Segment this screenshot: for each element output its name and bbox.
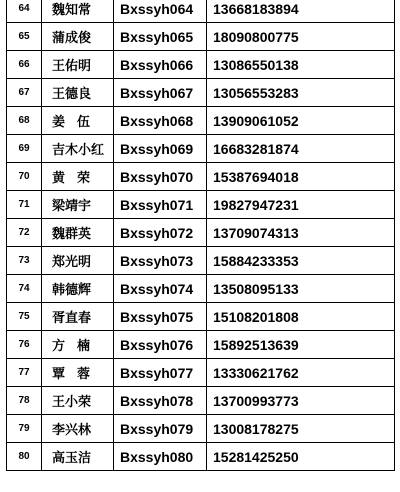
row-number: 71	[7, 191, 42, 219]
phone-number: 13508095133	[207, 275, 395, 303]
phone-number: 15892513639	[207, 331, 395, 359]
person-name: 蒲成俊	[42, 23, 114, 51]
row-number: 78	[7, 387, 42, 415]
row-number: 79	[7, 415, 42, 443]
person-name: 李兴林	[42, 415, 114, 443]
person-name: 韩德辉	[42, 275, 114, 303]
person-name: 胥直春	[42, 303, 114, 331]
person-name: 郑光明	[42, 247, 114, 275]
table-row	[7, 191, 395, 219]
person-name: 吉木小红	[42, 135, 114, 163]
table-row	[7, 331, 395, 359]
table-body	[7, 0, 395, 471]
row-number: 80	[7, 443, 42, 471]
table-row	[7, 163, 395, 191]
phone-number: 13330621762	[207, 359, 395, 387]
person-name: 覃蓉	[42, 359, 114, 387]
phone-number: 19827947231	[207, 191, 395, 219]
row-number: 73	[7, 247, 42, 275]
account-id: Bxssyh066	[114, 51, 207, 79]
row-number: 75	[7, 303, 42, 331]
account-id: Bxssyh065	[114, 23, 207, 51]
person-name: 姜伍	[42, 107, 114, 135]
person-name: 魏知常	[42, 0, 114, 23]
phone-number: 13086550138	[207, 51, 395, 79]
row-number: 72	[7, 219, 42, 247]
person-name: 梁靖宇	[42, 191, 114, 219]
table-row	[7, 219, 395, 247]
phone-number: 15108201808	[207, 303, 395, 331]
row-number: 66	[7, 51, 42, 79]
table-row	[7, 107, 395, 135]
row-number: 64	[7, 0, 42, 23]
row-number: 69	[7, 135, 42, 163]
account-id: Bxssyh075	[114, 303, 207, 331]
table-row	[7, 387, 395, 415]
account-id: Bxssyh076	[114, 331, 207, 359]
table-row	[7, 79, 395, 107]
table-row	[7, 275, 395, 303]
person-name: 方楠	[42, 331, 114, 359]
table-row	[7, 135, 395, 163]
account-table	[6, 0, 395, 471]
person-name: 魏群英	[42, 219, 114, 247]
phone-number: 15884233353	[207, 247, 395, 275]
phone-number: 13008178275	[207, 415, 395, 443]
account-id: Bxssyh080	[114, 443, 207, 471]
row-number: 76	[7, 331, 42, 359]
table-row	[7, 51, 395, 79]
row-number: 77	[7, 359, 42, 387]
phone-number: 13668183894	[207, 0, 395, 23]
row-number: 74	[7, 275, 42, 303]
phone-number: 15387694018	[207, 163, 395, 191]
person-name: 王德良	[42, 79, 114, 107]
account-id: Bxssyh069	[114, 135, 207, 163]
table-row	[7, 247, 395, 275]
account-id: Bxssyh072	[114, 219, 207, 247]
account-id: Bxssyh067	[114, 79, 207, 107]
account-id: Bxssyh077	[114, 359, 207, 387]
row-number: 67	[7, 79, 42, 107]
person-name: 黄荣	[42, 163, 114, 191]
account-id: Bxssyh078	[114, 387, 207, 415]
person-name: 王佑明	[42, 51, 114, 79]
account-id: Bxssyh064	[114, 0, 207, 23]
table-row	[7, 0, 395, 23]
phone-number: 13056553283	[207, 79, 395, 107]
phone-number: 18090800775	[207, 23, 395, 51]
row-number: 68	[7, 107, 42, 135]
table-row	[7, 443, 395, 471]
table-row	[7, 23, 395, 51]
row-number: 65	[7, 23, 42, 51]
account-id: Bxssyh079	[114, 415, 207, 443]
table-row	[7, 359, 395, 387]
person-name: 王小荣	[42, 387, 114, 415]
row-number: 70	[7, 163, 42, 191]
phone-number: 13909061052	[207, 107, 395, 135]
phone-number: 13700993773	[207, 387, 395, 415]
account-id: Bxssyh070	[114, 163, 207, 191]
person-name: 高玉洁	[42, 443, 114, 471]
account-id: Bxssyh073	[114, 247, 207, 275]
phone-number: 16683281874	[207, 135, 395, 163]
account-id: Bxssyh074	[114, 275, 207, 303]
phone-number: 15281425250	[207, 443, 395, 471]
phone-number: 13709074313	[207, 219, 395, 247]
account-id: Bxssyh068	[114, 107, 207, 135]
table-row	[7, 303, 395, 331]
table-row	[7, 415, 395, 443]
account-id: Bxssyh071	[114, 191, 207, 219]
